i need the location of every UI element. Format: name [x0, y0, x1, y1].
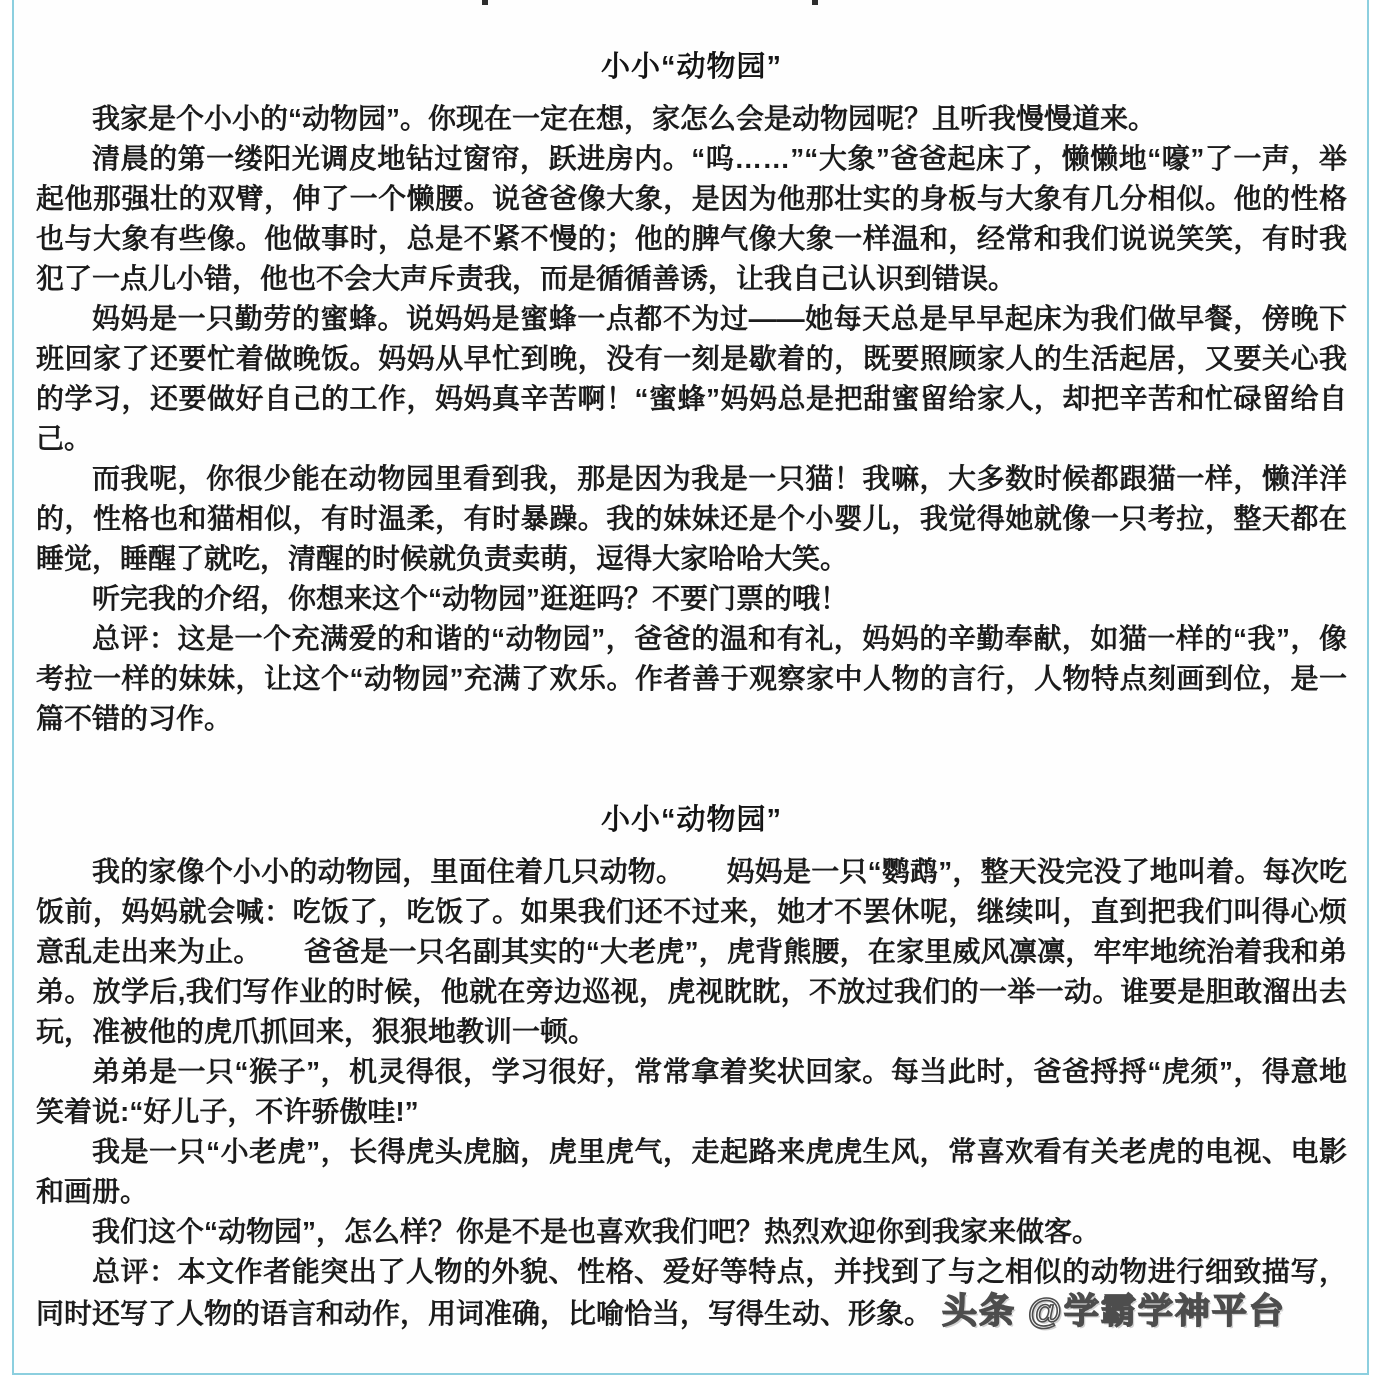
essay-1-paragraph-closing: 听完我的介绍，你想来这个“动物园”逛逛吗？不要门票的哦！ — [92, 583, 849, 614]
essay-1-paragraph-mother: 妈妈是一只勤劳的蜜蜂。说妈妈是蜜蜂一点都不为过——她每天总是早早起床为我们做早餐，傍晚下班回家了还要忙着做晚饭。妈妈从早忙到晚，没有一刻是歇着的，既要照顾家人的生活起居，又要关心我的学习，还要做好自己的工作，妈妈真辛苦啊！“蜜蜂”妈妈总是把甜蜜留给家人，却把辛苦和忙碌留给自己。 — [36, 303, 1347, 454]
essay-1-title: 小小“动物园” — [600, 51, 782, 83]
document-content — [14, 0, 1367, 1334]
page-crop-artifact — [482, 0, 488, 5]
essay-2 — [36, 797, 1347, 1334]
essay-1-teacher-comment: 总评：这是一个充满爱的和谐的“动物园”，爸爸的温和有礼，妈妈的辛勤奉献，如猫一样的“我”，像考拉一样的妹妹，让这个“动物园”充满了欢乐。作者善于观察家中人物的言行，人物特点刻画到位，是一篇不错的习作。 — [36, 623, 1347, 734]
page-crop-artifact — [812, 0, 818, 5]
essay-1-paragraph-father: 清晨的第一缕阳光调皮地钻过窗帘，跃进房内。“呜……”“大象”爸爸起床了，懒懒地“嚎”了一声，举起他那强壮的双臂，伸了一个懒腰。说爸爸像大象，是因为他那壮实的身板与大象有几分相似。他的性格也与大象有些像。他做事时，总是不紧不慢的；他的脾气像大象一样温和，经常和我们说说笑笑，有时我犯了一点儿小错，他也不会大声斥责我，而是循循善诱，让我自己认识到错误。 — [36, 143, 1347, 294]
essay-2-teacher-comment — [36, 1252, 1347, 1334]
essay-2-paragraph-closing: 我们这个“动物园”，怎么样？你是不是也喜欢我们吧？热烈欢迎你到我家来做客。 — [92, 1216, 1101, 1247]
essay-2-title: 小小“动物园” — [600, 804, 782, 836]
document-page — [12, 0, 1369, 1375]
essay-2-paragraph-brother: 弟弟是一只“猴子”，机灵得很，学习很好，常常拿着奖状回家。每当此时，爸爸捋捋“虎须”，得意地笑着说:“好儿子，不许骄傲哇!” — [36, 1056, 1347, 1127]
essay-1-paragraph-me-and-sister: 而我呢，你很少能在动物园里看到我，那是因为我是一只猫！我嘛，大多数时候都跟猫一样，懒洋洋的，性格也和猫相似，有时温柔，有时暴躁。我的妹妹还是个小婴儿，我觉得她就像一只考拉，整天都在睡觉，睡醒了就吃，清醒的时候就负责卖萌，逗得大家哈哈大笑。 — [36, 463, 1347, 574]
toutiao-watermark: 头条 @学霸学神平台 — [942, 1292, 1286, 1331]
essay-2-paragraph-me: 我是一只“小老虎”，长得虎头虎脑，虎里虎气，走起路来虎虎生风，常喜欢看有关老虎的电视、电影和画册。 — [36, 1136, 1347, 1207]
essay-2-paragraph-intro-mother-father: 我的家像个小小的动物园，里面住着几只动物。 妈妈是一只“鹦鹉”，整天没完没了地叫着。每次吃饭前，妈妈就会喊：吃饭了，吃饭了。如果我们还不过来，她才不罢休呢，继续叫，直到把我们叫得心烦意乱走出来为止。 爸爸是一只名副其实的“大老虎”，虎背熊腰，在家里威风凛凛，牢牢地统治着我和弟弟。放学后,我们写作业的时候，他就在旁边巡视，虎视眈眈，不放过我们的一举一动。谁要是胆敢溜出去玩，准被他的虎爪抓回来，狠狠地教训一顿。 — [36, 856, 1347, 1047]
essay-1-paragraph-intro: 我家是个小小的“动物园”。你现在一定在想，家怎么会是动物园呢？且听我慢慢道来。 — [92, 103, 1157, 134]
teacher-comment-text: 总评：本文作者能突出了人物的外貌、性格、爱好等特点，并找到了与之相似的动物进行细致描写，同时还写了人物的语言和动作，用词准确，比喻恰当，写得生动、形象。 — [36, 1256, 1347, 1329]
essay-1 — [36, 44, 1347, 739]
